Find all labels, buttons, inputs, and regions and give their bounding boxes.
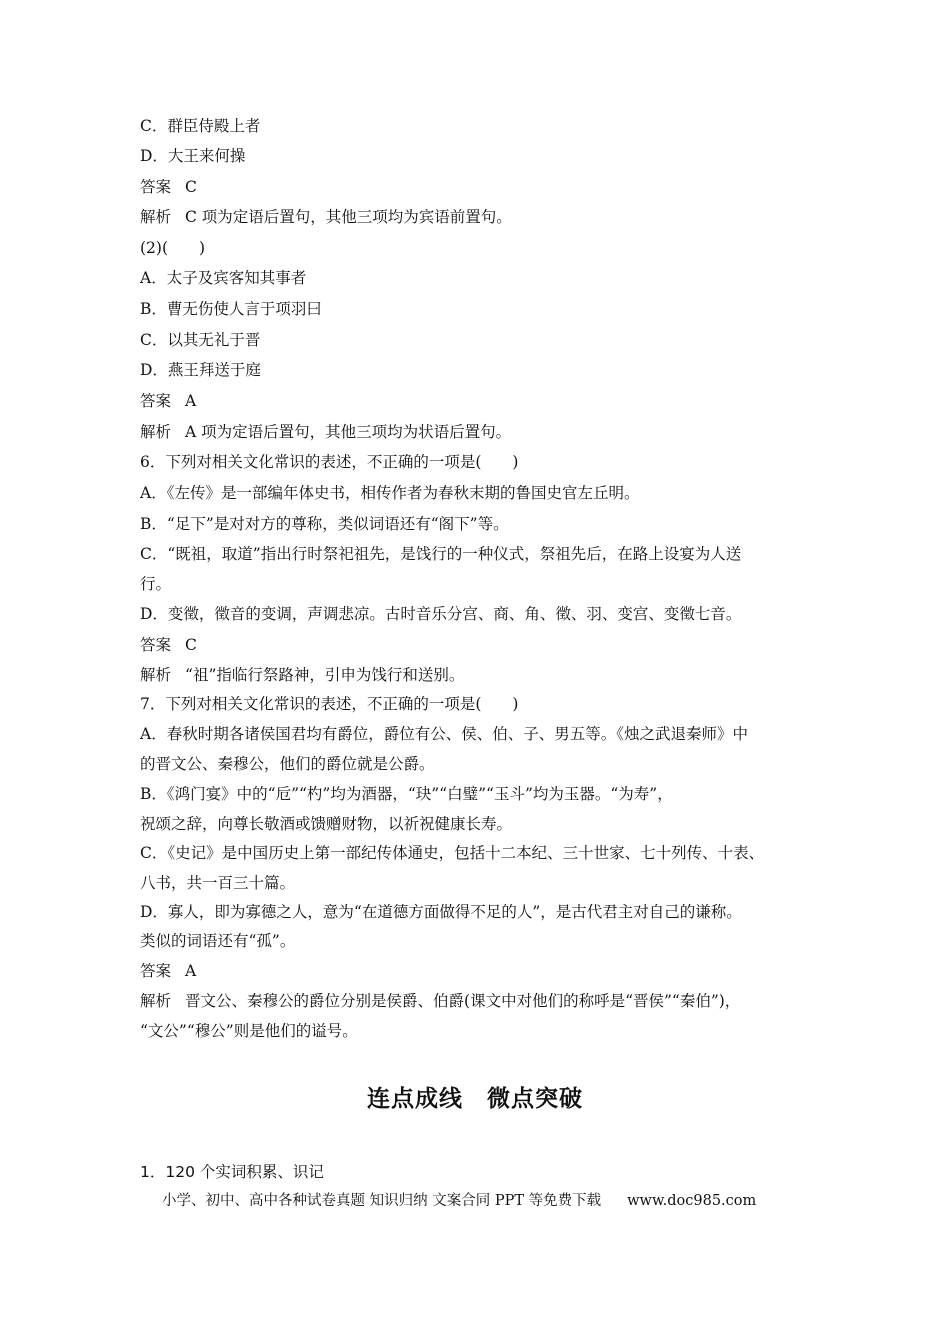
q5-analysis bbox=[140, 206, 512, 228]
footer-text: 小学、初中、高中各种试卷真题 知识归纳 文案合同 PPT 等免费下载 bbox=[162, 1193, 602, 1209]
q6-stem: 6．下列对相关文化常识的表述，不正确的一项是( ) bbox=[140, 453, 519, 471]
q7-option-b-line1: B．《鸿门宴》中的“卮”“杓”均为酒器，“玦”“白璧”“玉斗”均为玉器。“为寿”， bbox=[140, 785, 673, 803]
q7-stem: 7．下列对相关文化常识的表述，不正确的一项是( ) bbox=[140, 695, 519, 713]
q6-option-c-line2: 行。 bbox=[140, 575, 172, 593]
q7-option-c-line1: C．《史记》是中国历史上第一部纪传体通史，包括十二本纪、三十世家、七十列传、十表、 bbox=[140, 844, 765, 862]
q7-option-d-line1: D．寡人，即为寡德之人，意为“在道德方面做得不足的人”，是古代君主对自己的谦称。 bbox=[140, 903, 742, 921]
q7-option-b-line2: 祝颂之辞，向尊长敬酒或馈赠财物，以祈祝健康长寿。 bbox=[140, 815, 513, 833]
analysis-text: A 项为定语后置句，其他三项均为状语后置句。 bbox=[185, 423, 512, 441]
q5-2-option-d: D．燕王拜送于庭 bbox=[140, 361, 261, 379]
footer-url: www.doc985.com bbox=[627, 1193, 757, 1209]
q7-option-a-line1: A．春秋时期各诸侯国君均有爵位，爵位有公、侯、伯、子、男五等。《烛之武退秦师》中 bbox=[140, 725, 748, 743]
q5-answer bbox=[140, 176, 197, 198]
answer-value: A bbox=[185, 962, 197, 980]
q7-answer bbox=[140, 960, 196, 982]
analysis-text: 晋文公、秦穆公的爵位分别是侯爵、伯爵(课文中对他们的称呼是“晋侯”“秦伯”)， bbox=[185, 992, 741, 1010]
answer-label: 答案 bbox=[140, 962, 172, 980]
q6-answer bbox=[140, 634, 197, 656]
q6-option-d: D．变徵，徵音的变调，声调悲凉。古时音乐分宫、商、角、徵、羽、变宫、变徵七音。 bbox=[140, 605, 742, 623]
q5-2-option-c: C．以其无礼于晋 bbox=[140, 331, 261, 349]
q6-option-c-line1: C．“既祖，取道”指出行时祭祀祖先，是饯行的一种仪式，祭祖先后，在路上设宴为人送 bbox=[140, 545, 742, 563]
q7-option-a-line2: 的晋文公、秦穆公，他们的爵位就是公爵。 bbox=[140, 755, 435, 773]
answer-value: A bbox=[185, 392, 197, 410]
answer-label: 答案 bbox=[140, 392, 172, 410]
q5-option-d: D．大王来何操 bbox=[140, 147, 246, 165]
answer-value: C bbox=[185, 178, 197, 196]
q6-option-a: A．《左传》是一部编年体史书，相传作者为春秋末期的鲁国史官左丘明。 bbox=[140, 484, 640, 502]
q5-option-c: C．群臣侍殿上者 bbox=[140, 117, 261, 135]
q7-analysis-line1 bbox=[140, 990, 740, 1012]
analysis-text: C 项为定语后置句，其他三项均为宾语前置句。 bbox=[185, 208, 512, 226]
q5-2-analysis bbox=[140, 421, 511, 443]
analysis-label: 解析 bbox=[140, 208, 172, 226]
answer-value: C bbox=[185, 636, 197, 654]
q5-2-stem: (2)( ) bbox=[140, 239, 206, 257]
section-subheading: 1．120 个实词积累、识记 bbox=[140, 1163, 324, 1181]
q5-2-answer bbox=[140, 390, 196, 412]
answer-label: 答案 bbox=[140, 636, 172, 654]
q5-2-option-b: B．曹无伤使人言于项羽曰 bbox=[140, 300, 322, 318]
analysis-label: 解析 bbox=[140, 423, 172, 441]
q6-option-b: B．“足下”是对对方的尊称，类似词语还有“阁下”等。 bbox=[140, 515, 509, 533]
page-footer bbox=[162, 1190, 756, 1212]
analysis-label: 解析 bbox=[140, 992, 172, 1010]
section-title: 连点成线 微点突破 bbox=[367, 1086, 583, 1112]
q5-2-option-a: A．太子及宾客知其事者 bbox=[140, 269, 307, 287]
q7-analysis-line2: “文公”“穆公”则是他们的谥号。 bbox=[140, 1022, 358, 1040]
analysis-label: 解析 bbox=[140, 666, 172, 684]
answer-label: 答案 bbox=[140, 178, 172, 196]
q6-analysis bbox=[140, 664, 464, 686]
q7-option-d-line2: 类似的词语还有“孤”。 bbox=[140, 932, 296, 950]
analysis-text: “祖”指临行祭路神，引申为饯行和送别。 bbox=[185, 666, 465, 684]
q7-option-c-line2: 八书，共一百三十篇。 bbox=[140, 874, 296, 892]
